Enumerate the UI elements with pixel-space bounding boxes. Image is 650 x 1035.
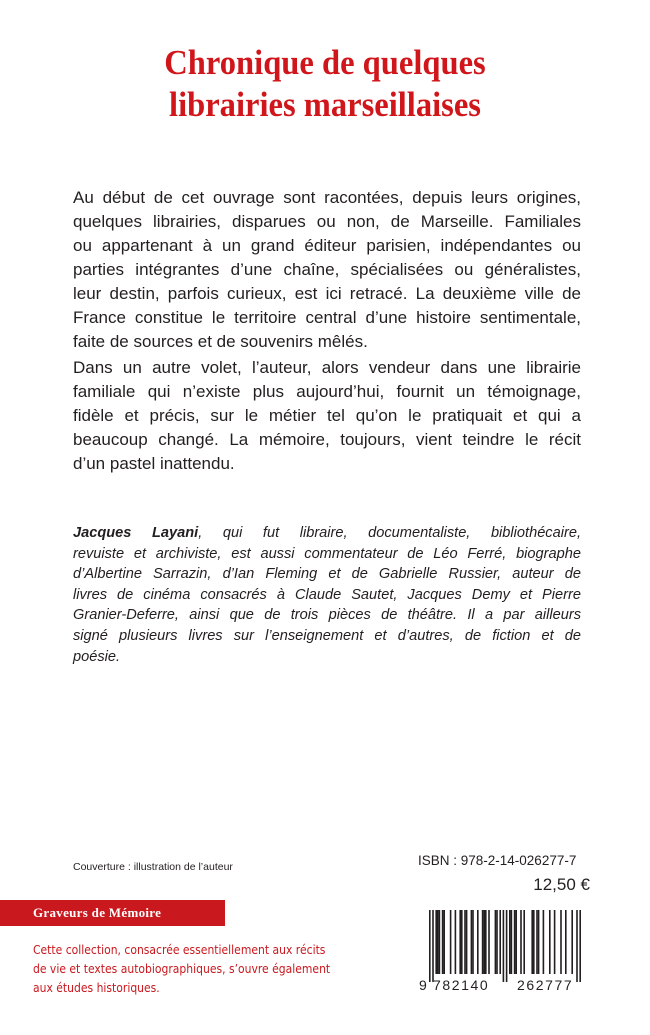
barcode-bar [482,910,484,974]
barcode-bar [531,910,533,974]
barcode-digit-first: 9 [419,977,427,993]
barcode-bar [506,910,508,982]
barcode-bar [429,910,431,982]
barcode-bar [455,910,457,974]
barcode-bar [464,910,466,974]
bio-first-line-text: , qui fut libraire, documentaliste, bibliothécaire, [198,525,581,541]
barcode-bar [533,910,535,974]
barcode-bar [543,910,545,974]
barcode-bars [429,910,581,982]
text-line: ou appartenant à un grand éditeur parisien, indépendantes ou [73,236,581,255]
barcode-bar [503,910,505,982]
barcode-bar [477,910,479,974]
barcode-bar [554,910,556,974]
barcode-bar [442,910,444,974]
bio-line [73,523,581,544]
barcode-bar [515,910,517,974]
price: 12,50 € [533,875,590,894]
barcode-bar [549,910,551,974]
barcode [413,906,593,994]
collection-line: aux études historiques. [33,981,160,995]
cover-credit: Couverture : illustration de l’auteur [73,861,233,873]
bio-line: Granier-Deferre, ainsi que de trois pièces de théâtre. Il a par ailleurs [73,607,581,624]
barcode-bar [450,910,452,974]
barcode-bar [471,910,473,974]
barcode-bar [495,910,497,974]
book-title-line-2: librairies marseillaises [169,85,481,124]
text-line: leur destin, parfois curieux, est ici retracé. La deuxième ville de [73,284,581,303]
bio-line: poésie. [73,648,121,665]
text-line: faite de sources et de souvenirs mêlés. [73,332,368,351]
barcode-bar [461,910,463,974]
text-line: Au début de cet ouvrage sont racontées, depuis leurs origines, [73,188,581,207]
collection-line: de vie et textes autobiographiques, s’ouvre également [33,962,331,976]
collection-description [33,941,331,998]
summary-paragraph-1 [73,186,581,354]
text-line: parties intégrantes d’une chaîne, spécialisées ou généralistes, [73,260,581,279]
barcode-bar [523,910,525,974]
collection-line: Cette collection, consacrée essentiellement aux récits [33,943,326,957]
collection-banner [0,900,225,926]
barcode-bar [488,910,490,974]
barcode-bar [560,910,562,974]
barcode-bar [579,910,581,982]
barcode-bar [435,910,437,974]
author-name: Jacques Layani [73,525,199,541]
collection-name: Graveurs de Mémoire [33,905,162,920]
bio-line: d’Albertine Sarrazin, d’Ian Fleming et de Gabrielle Russier, auteur de [73,566,581,583]
bio-line: revuiste et archiviste, est aussi commentateur de Léo Ferré, biographe [73,545,581,562]
book-title-line-1: Chronique de quelques [164,43,486,82]
barcode-bar [496,910,498,974]
text-line: quelques librairies, disparues ou non, de Marseille. Familiales [73,212,581,231]
barcode-graphic [413,906,593,994]
barcode-bar [483,910,485,974]
barcode-bar [485,910,487,974]
text-line: beaucoup changé. La mémoire, toujours, vient teindre le récit [73,430,581,449]
barcode-bar [538,910,540,974]
author-bio [73,523,581,667]
barcode-bar [432,910,434,982]
barcode-bar [509,910,511,974]
barcode-bar [499,910,501,974]
barcode-bar [565,910,567,974]
barcode-digits-right: 262777 [517,977,574,993]
barcode-bar [472,910,474,974]
summary-paragraph-2 [73,356,581,476]
text-line: d’un pastel inattendu. [73,454,235,473]
barcode-bar [571,910,573,974]
barcode-bar [511,910,513,974]
barcode-bar [520,910,522,974]
text-line: France constitue le territoire central d’une histoire sentimentale, [73,308,581,327]
bio-line: signé plusieurs livres sur l’enseignement et d’autres, de fiction et de [73,627,581,644]
barcode-digits-left: 782140 [433,977,490,993]
text-line: fidèle et précis, sur le métier tel qu’on le pratiquait et qui a [73,406,581,425]
barcode-bar [466,910,468,974]
isbn-number: ISBN : 978-2-14-026277-7 [418,853,577,868]
barcode-bar [437,910,439,974]
book-title [23,42,628,126]
bio-line: livres de cinéma consacrés à Claude Sautet, Jacques Demy et Pierre [73,586,581,603]
barcode-bar [514,910,516,974]
barcode-bar [459,910,461,974]
text-line: familiale qui n’existe plus aujourd’hui, fournit un témoignage, [73,382,581,401]
barcode-bar [536,910,538,974]
barcode-bar [576,910,578,982]
barcode-bar [443,910,445,974]
text-line: Dans un autre volet, l’auteur, alors vendeur dans une librairie [73,358,581,377]
barcode-bar [439,910,441,974]
